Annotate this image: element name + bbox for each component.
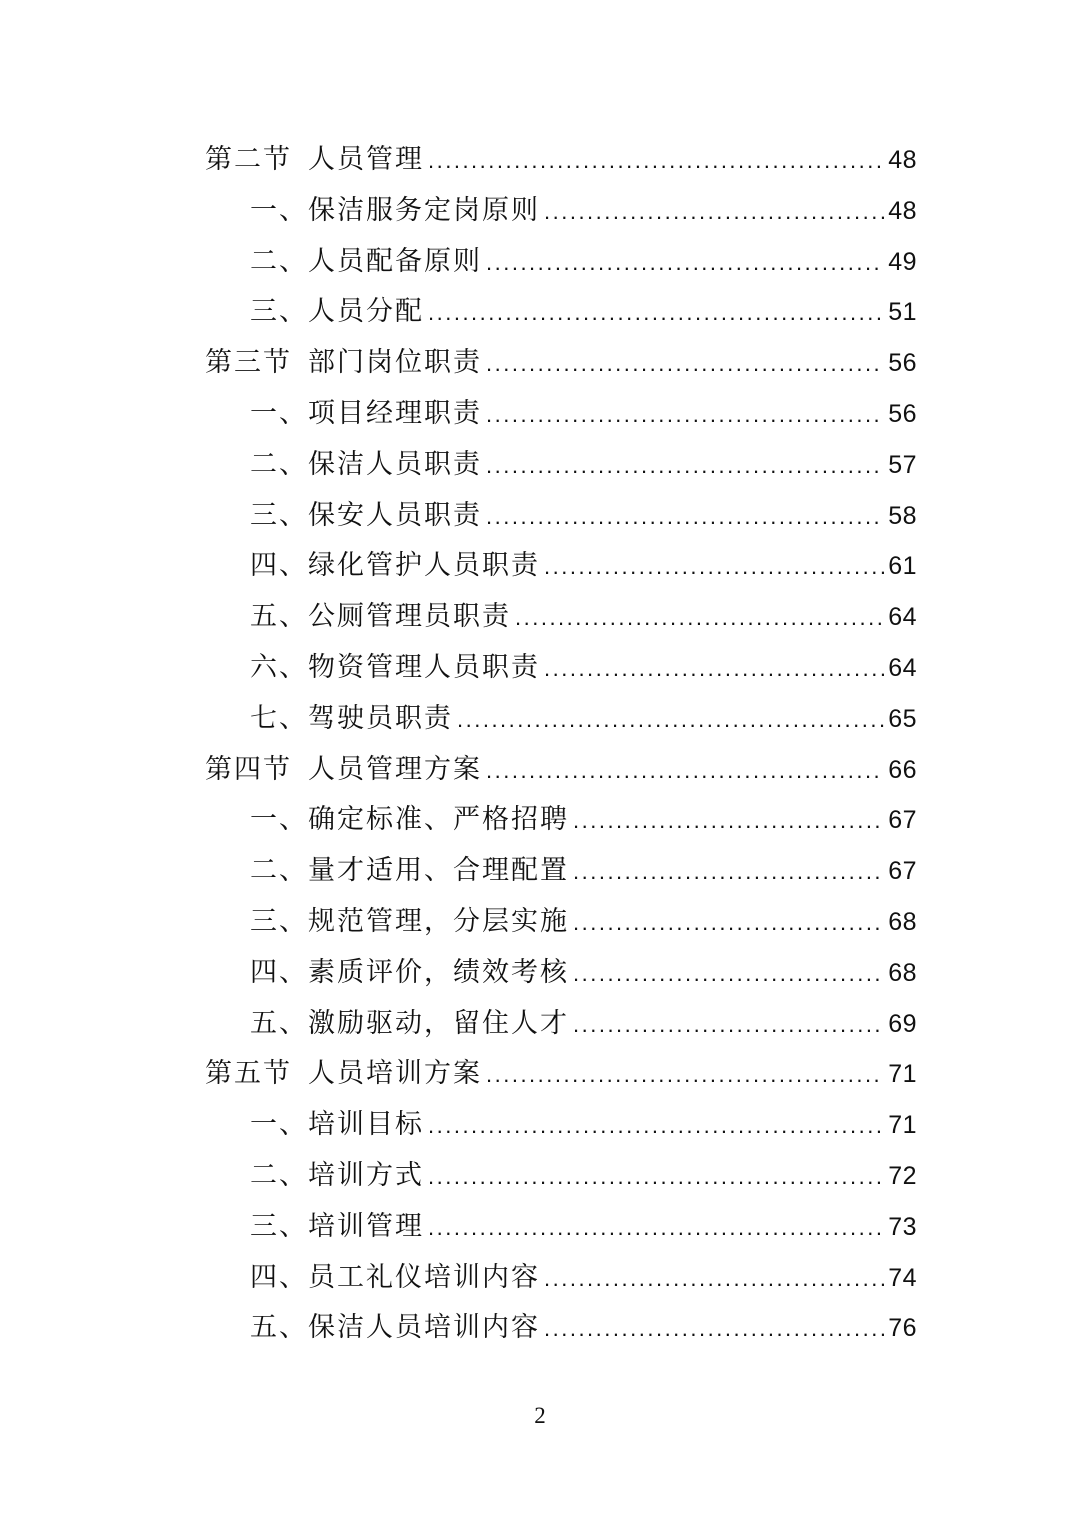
toc-entry-marker: 三、 — [250, 296, 308, 328]
toc-entry-marker: 一、 — [250, 397, 308, 429]
toc-entry-label: 部门岗位职责 — [308, 347, 482, 379]
toc-subsection-entry[interactable] — [205, 1305, 917, 1356]
toc-entry-page: 49 — [888, 247, 917, 276]
toc-subsection-entry[interactable] — [205, 188, 917, 239]
toc-entry-page: 57 — [888, 450, 917, 479]
toc-entry-title — [250, 1305, 540, 1344]
toc-entry-title — [250, 543, 540, 582]
toc-subsection-entry[interactable] — [205, 645, 917, 696]
toc-entry-marker: 七、 — [250, 702, 308, 734]
toc-entry-title — [205, 1051, 482, 1090]
toc-entry-title — [250, 188, 540, 227]
toc-subsection-entry[interactable] — [205, 442, 917, 493]
toc-dot-leader — [515, 605, 884, 631]
toc-subsection-entry[interactable] — [205, 239, 917, 290]
toc-subsection-entry[interactable] — [205, 696, 917, 747]
toc-entry-page: 64 — [888, 653, 917, 682]
toc-entry-marker: 三、 — [250, 905, 308, 937]
toc-entry-page: 71 — [888, 1111, 917, 1140]
toc-dot-leader — [486, 402, 884, 428]
toc-entry-marker: 二、 — [250, 245, 308, 277]
toc-entry-label: 培训方式 — [308, 1159, 424, 1191]
toc-entry-title — [250, 1204, 424, 1243]
toc-entry-title — [205, 137, 424, 176]
toc-entry-marker: 三、 — [250, 1210, 308, 1242]
toc-entry-label: 绿化管护人员职责 — [308, 550, 540, 582]
toc-entry-marker: 一、 — [250, 1109, 308, 1141]
toc-section-entry[interactable] — [205, 747, 917, 798]
toc-dot-leader — [573, 1012, 884, 1038]
toc-entry-label: 人员管理方案 — [308, 753, 482, 785]
toc-entry-label: 公厕管理员职责 — [308, 601, 511, 633]
toc-entry-title — [250, 239, 482, 278]
toc-dot-leader — [428, 148, 884, 174]
toc-entry-title — [250, 950, 569, 989]
toc-entry-label: 培训目标 — [308, 1109, 424, 1141]
toc-entry-page: 51 — [888, 298, 917, 327]
toc-entry-title — [250, 289, 424, 328]
toc-entry-title — [250, 493, 482, 532]
toc-entry-label: 保洁人员培训内容 — [308, 1312, 540, 1344]
toc-entry-label: 量才适用、合理配置 — [308, 855, 569, 887]
toc-entry-title — [250, 442, 482, 481]
toc-subsection-entry[interactable] — [205, 1102, 917, 1153]
toc-entry-page: 68 — [888, 907, 917, 936]
toc-dot-leader — [428, 300, 884, 326]
toc-dot-leader — [486, 1062, 884, 1088]
toc-entry-page: 67 — [888, 857, 917, 886]
toc-dot-leader — [428, 1164, 884, 1190]
toc-entry-marker: 二、 — [250, 448, 308, 480]
page-number: 2 — [534, 1403, 546, 1428]
toc-entry-page: 68 — [888, 958, 917, 987]
toc-entry-marker: 四、 — [250, 1261, 308, 1293]
toc-entry-page: 48 — [888, 196, 917, 225]
toc-dot-leader — [486, 758, 884, 784]
toc-dot-leader — [486, 504, 884, 530]
toc-entry-label: 人员管理 — [308, 144, 424, 175]
toc-entry-label: 素质评价，绩效考核 — [308, 956, 569, 988]
toc-entry-title — [205, 747, 482, 786]
toc-entry-page: 72 — [888, 1161, 917, 1190]
toc-dot-leader — [544, 554, 884, 580]
toc-entry-page: 56 — [888, 399, 917, 428]
toc-entry-title — [250, 645, 540, 684]
toc-subsection-entry[interactable] — [205, 543, 917, 594]
toc-dot-leader — [486, 250, 884, 276]
toc-entry-label: 项目经理职责 — [308, 397, 482, 429]
toc-dot-leader — [544, 199, 884, 225]
toc-entry-page: 61 — [888, 552, 917, 581]
toc-dot-leader — [544, 656, 884, 682]
toc-entry-title — [205, 340, 482, 379]
toc-dot-leader — [428, 1113, 884, 1139]
toc-entry-label: 驾驶员职责 — [308, 702, 453, 734]
toc-section-entry[interactable] — [205, 1051, 917, 1102]
toc-entry-marker: 第二节 — [205, 144, 292, 175]
toc-entry-label: 保洁人员职责 — [308, 448, 482, 480]
toc-entry-marker: 第五节 — [205, 1058, 292, 1090]
toc-entry-title — [250, 848, 569, 887]
toc-entry-label: 人员培训方案 — [308, 1058, 482, 1090]
toc-entry-label: 规范管理，分层实施 — [308, 905, 569, 937]
toc-entry-page: 76 — [888, 1314, 917, 1343]
toc-entry-title — [250, 1001, 569, 1040]
toc-entry-label: 保安人员职责 — [308, 499, 482, 531]
toc-subsection-entry[interactable] — [205, 848, 917, 899]
toc-subsection-entry[interactable] — [205, 289, 917, 340]
toc-subsection-entry[interactable] — [205, 899, 917, 950]
toc-entry-page: 58 — [888, 501, 917, 530]
toc-entry-marker: 四、 — [250, 550, 308, 582]
toc-entry-marker: 五、 — [250, 1312, 308, 1344]
toc-subsection-entry[interactable] — [205, 594, 917, 645]
toc-entry-marker: 四、 — [250, 956, 308, 988]
toc-dot-leader — [457, 707, 884, 733]
toc-entry-title — [250, 696, 453, 735]
toc-entry-marker: 六、 — [250, 651, 308, 683]
toc-entry-label: 确定标准、严格招聘 — [308, 804, 569, 836]
toc-section-entry[interactable] — [205, 340, 917, 391]
toc-dot-leader — [573, 859, 884, 885]
toc-section-entry[interactable] — [205, 137, 917, 188]
toc-dot-leader — [573, 910, 884, 936]
toc-subsection-entry[interactable] — [205, 391, 917, 442]
toc-entry-page: 66 — [888, 755, 917, 784]
toc-entry-marker: 三、 — [250, 499, 308, 531]
toc-entry-page: 73 — [888, 1212, 917, 1241]
toc-dot-leader — [544, 1266, 884, 1292]
toc-entry-page: 74 — [888, 1263, 917, 1292]
toc-entry-label: 员工礼仪培训内容 — [308, 1261, 540, 1293]
toc-entry-marker: 二、 — [250, 1159, 308, 1191]
toc-entry-title — [250, 594, 511, 633]
toc-dot-leader — [428, 1215, 884, 1241]
toc-subsection-entry[interactable] — [205, 1255, 917, 1306]
toc-entry-marker: 一、 — [250, 804, 308, 836]
toc-subsection-entry[interactable] — [205, 493, 917, 544]
toc-entry-marker: 五、 — [250, 1007, 308, 1039]
toc-dot-leader — [544, 1316, 884, 1342]
toc-subsection-entry[interactable] — [205, 1153, 917, 1204]
toc-entry-marker: 第三节 — [205, 347, 292, 379]
toc-entry-label: 物资管理人员职责 — [308, 651, 540, 683]
toc-entry-marker: 一、 — [250, 194, 308, 226]
toc-entry-page: 48 — [888, 146, 917, 174]
toc-entry-marker: 五、 — [250, 601, 308, 633]
toc-entry-label: 培训管理 — [308, 1210, 424, 1242]
toc-entry-label: 保洁服务定岗原则 — [308, 194, 540, 226]
toc-entry-title — [250, 1102, 424, 1141]
toc-entry-marker: 二、 — [250, 855, 308, 887]
toc-entry-label: 激励驱动，留住人才 — [308, 1007, 569, 1039]
table-of-contents — [205, 137, 917, 1356]
toc-entry-page: 64 — [888, 603, 917, 632]
toc-dot-leader — [486, 351, 884, 377]
toc-subsection-entry[interactable] — [205, 797, 917, 848]
toc-entry-label: 人员分配 — [308, 296, 424, 328]
toc-subsection-entry[interactable] — [205, 950, 917, 1001]
toc-entry-title — [250, 797, 569, 836]
toc-entry-title — [250, 391, 482, 430]
toc-entry-marker: 第四节 — [205, 753, 292, 785]
toc-entry-title — [250, 1255, 540, 1294]
toc-entry-title — [250, 1153, 424, 1192]
toc-dot-leader — [573, 808, 884, 834]
toc-entry-page: 65 — [888, 704, 917, 733]
toc-entry-page: 69 — [888, 1009, 917, 1038]
toc-subsection-entry[interactable] — [205, 1204, 917, 1255]
toc-entry-page: 67 — [888, 806, 917, 835]
toc-entry-title — [250, 899, 569, 938]
toc-entry-page: 56 — [888, 349, 917, 378]
toc-entry-page: 71 — [888, 1060, 917, 1089]
toc-dot-leader — [486, 453, 884, 479]
toc-entry-label: 人员配备原则 — [308, 245, 482, 277]
toc-subsection-entry[interactable] — [205, 1001, 917, 1052]
toc-dot-leader — [573, 961, 884, 987]
